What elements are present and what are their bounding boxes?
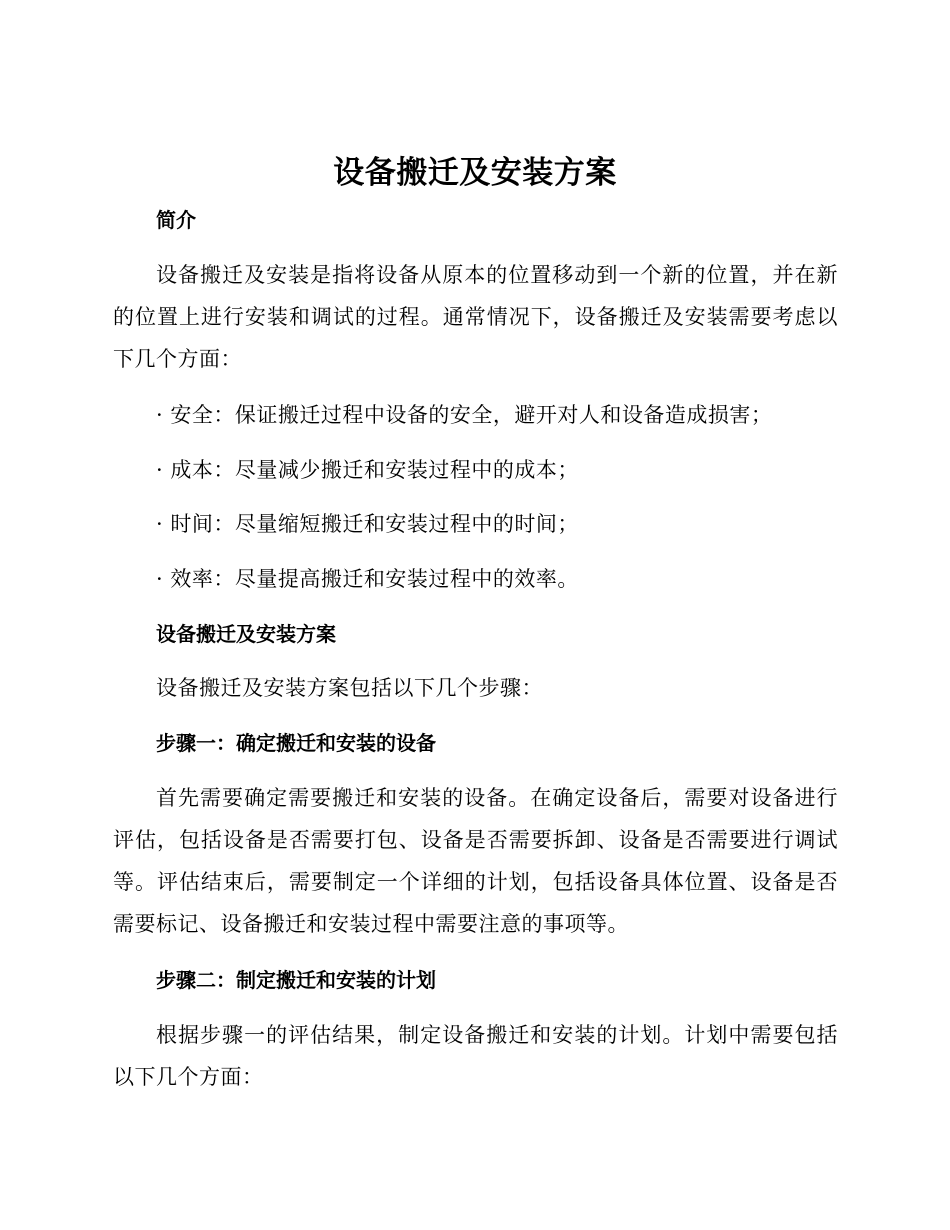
step2-paragraph: 根据步骤一的评估结果，制定设备搬迁和安装的计划。计划中需要包括以下几个方面： (113, 1023, 838, 1089)
bullet-item-time: · 时间：尽量缩短搬迁和安装过程中的时间； (156, 512, 579, 536)
section-heading-plan: 设备搬迁及安装方案 (156, 622, 336, 646)
section-heading-intro: 简介 (156, 208, 196, 232)
document-title: 设备搬迁及安装方案 (333, 155, 617, 191)
bullet-item-safety: · 安全：保证搬迁过程中设备的安全，避开对人和设备造成损害； (156, 403, 773, 427)
intro-paragraph: 设备搬迁及安装是指将设备从原本的位置移动到一个新的位置，并在新的位置上进行安装和调试的过程。通常情况下，设备搬迁及安装需要考虑以下几个方面： (113, 263, 838, 371)
step1-heading: 步骤一：确定搬迁和安装的设备 (156, 731, 436, 755)
step2-heading: 步骤二：制定搬迁和安装的计划 (156, 968, 436, 992)
bullet-item-cost: · 成本：尽量减少搬迁和安装过程中的成本； (156, 458, 579, 482)
step1-paragraph: 首先需要确定需要搬迁和安装的设备。在确定设备后，需要对设备进行评估，包括设备是否需要打包、设备是否需要拆卸、设备是否需要进行调试等。评估结束后，需要制定一个详细的计划，包括设备具体位置、设备是否需要标记、设备搬迁和安装过程中需要注意的事项等。 (113, 786, 838, 936)
plan-paragraph: 设备搬迁及安装方案包括以下几个步骤： (156, 676, 543, 700)
bullet-item-efficiency: · 效率：尽量提高搬迁和安装过程中的效率。 (156, 567, 579, 591)
